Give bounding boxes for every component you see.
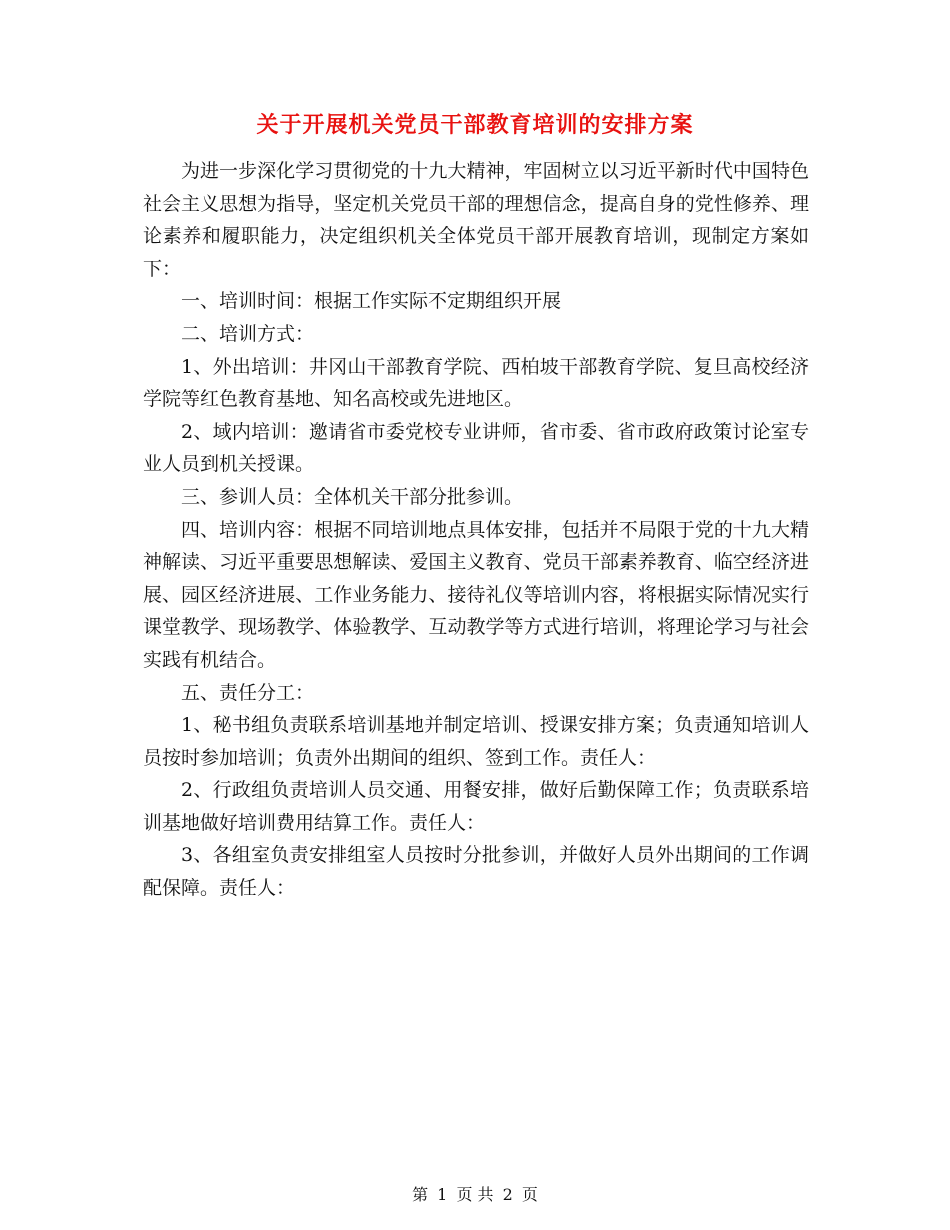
paragraph-external-training: 1、外出培训：井冈山干部教育学院、西柏坡干部教育学院、复旦高校经济学院等红色教育基地、知名高校或先进地区。: [143, 355, 809, 411]
page-number-footer: [0, 1183, 950, 1207]
paragraph-secretary-group: 1、秘书组负责联系培训基地并制定培训、授课安排方案；负责通知培训人员按时参加培训；负责外出期间的组织、签到工作。责任人：: [143, 714, 809, 769]
paragraph-all-groups: 3、各组室负责安排组室人员按时分批参训，并做好人员外出期间的工作调配保障。责任人：: [143, 844, 809, 900]
footer-prefix: 第: [412, 1185, 429, 1204]
paragraph-intro: 为进一步深化学习贯彻党的十九大精神，牢固树立以习近平新时代中国特色社会主义思想为指导，坚定机关党员干部的理想信念，提高自身的党性修养、理论素养和履职能力，决定组织机关全体党员干部开展教育培训，现制定方案如下：: [143, 160, 809, 280]
paragraph-admin-group: 2、行政组负责培训人员交通、用餐安排，做好后勤保障工作；负责联系培训基地做好培训费用结算工作。责任人：: [143, 779, 809, 834]
paragraph-local-training: 2、域内培训：邀请省市委党校专业讲师，省市委、省市政府政策讨论室专业人员到机关授课。: [143, 420, 809, 476]
document-title: 关于开展机关党员干部教育培训的安排方案: [256, 112, 694, 138]
footer-suffix: 页: [521, 1185, 538, 1204]
paragraph-training-method-heading: 二、培训方式：: [181, 322, 315, 345]
total-page-count: 2: [502, 1185, 513, 1204]
document-body: [143, 155, 809, 905]
paragraph-responsibility-heading: 五、责任分工：: [181, 681, 315, 704]
footer-middle: 页 共: [456, 1185, 494, 1204]
paragraph-training-time: 一、培训时间：根据工作实际不定期组织开展: [181, 290, 562, 313]
current-page-number: 1: [437, 1185, 448, 1204]
paragraph-participants: 三、参训人员：全体机关干部分批参训。: [181, 485, 524, 508]
paragraph-training-content: 四、培训内容：根据不同培训地点具体安排，包括并不局限于党的十九大精神解读、习近平重要思想解读、爱国主义教育、党员干部素养教育、临空经济进展、园区经济进展、工作业务能力、接待礼仪等培训内容，将根据实际情况实行课堂教学、现场教学、体验教学、互动教学等方式进行培训，将理论学习与社会实践有机结合。: [143, 518, 809, 671]
